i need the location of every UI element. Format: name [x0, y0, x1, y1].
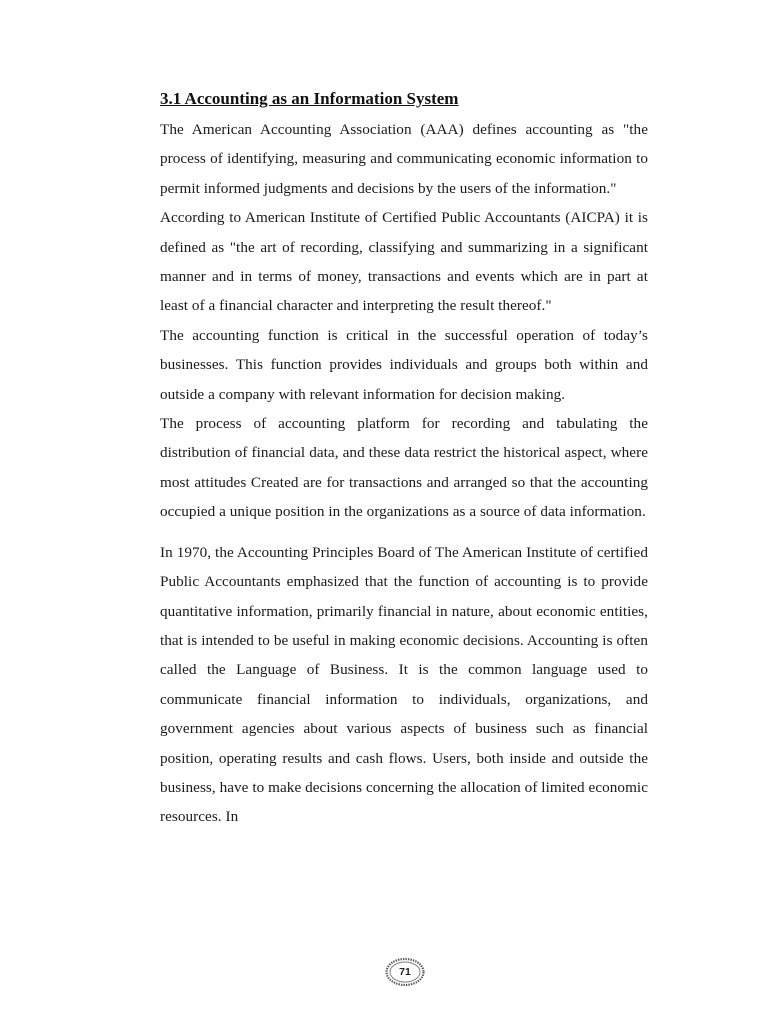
page-number: 71 — [399, 966, 411, 978]
paragraph-accounting-function: The accounting function is critical in the successful operation of today’s businesses. This function provides individuals and groups both within and outside a company with relevant information for decision making. — [160, 326, 648, 403]
page-number-badge — [385, 957, 425, 987]
paragraph-aaa-definition: The American Accounting Association (AAA) defines accounting as "the process of identifying, measuring and communicating economic information to permit informed judgments and decisions by the users of the information." — [160, 121, 648, 197]
paragraph-aicpa-definition: According to American Institute of Certified Public Accountants (AICPA) it is defined as "the art of recording, classifying and summarizing in a significant manner and in terms of money, transactions and events which are in part at least of a financial character and interpreting the result thereof." — [160, 209, 648, 315]
paragraph-accounting-process: The process of accounting platform for recording and tabulating the distribution of financial data, and these data restrict the historical aspect, where most attitudes Created are for transactions and arranged so that the accounting occupied a unique position in the organizations as a source of data information. — [160, 415, 648, 521]
section-heading: 3.1 Accounting as an Information System — [160, 89, 459, 108]
paragraph-apb-1970: In 1970, the Accounting Principles Board of The American Institute of certified Public Accountants emphasized that the function of accounting is to provide quantitative information, primarily financial in nature, about economic entities, that is intended to be useful in making economic decisions. Accounting is often called the Language of Business. It is the common language used to communicate financial information to individuals, organizations, and government agencies about various aspects of business such as financial position, operating results and cash flows. Users, both inside and outside the business, have to make decisions concerning the allocation of limited economic resources. In — [160, 543, 648, 826]
document-page — [160, 88, 648, 832]
